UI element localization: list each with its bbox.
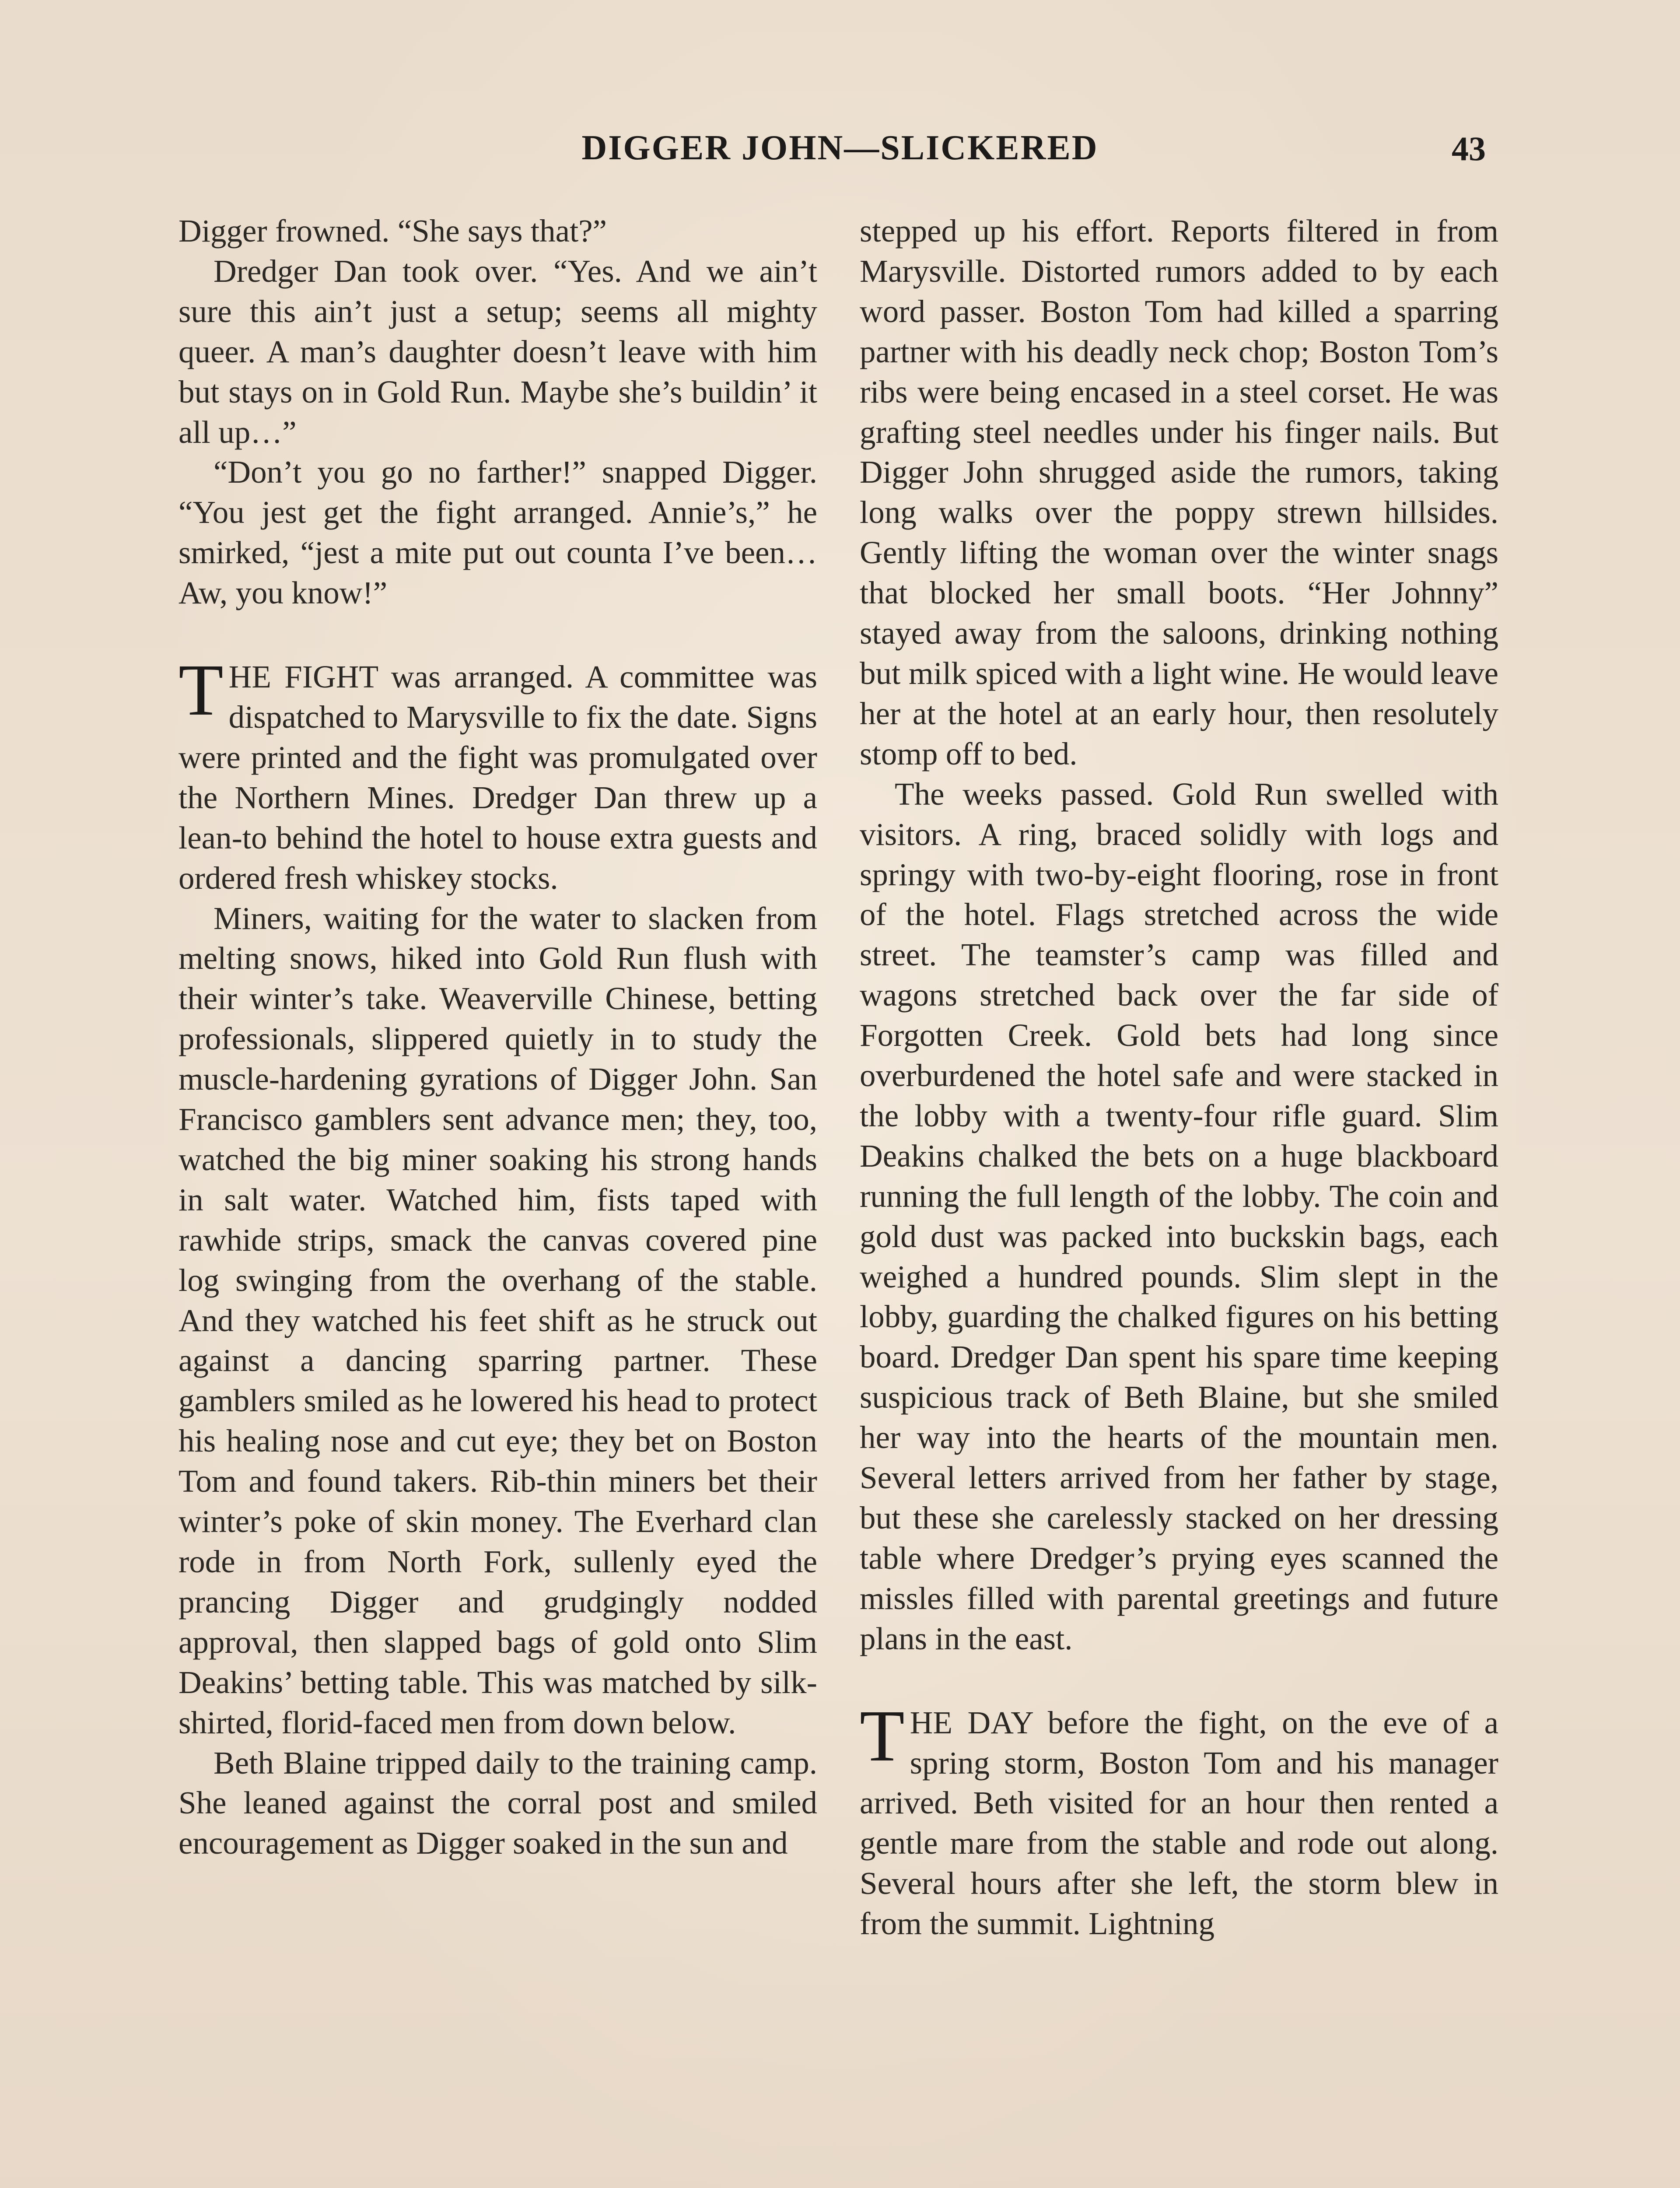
section-break	[860, 1659, 1498, 1703]
page-number: 43	[1452, 130, 1486, 168]
paragraph: The weeks passed. Gold Run swelled with visitors. A ring, braced solidly with logs and springy with two-by-eight flooring, rose in front of the hotel. Flags stretched across the wide street. The teamster’s camp was filled and wagons stretched back over the far side of Forgotten Creek. Gold bets had long since overburdened the hotel safe and were stacked in the lobby with a twenty-four rifle guard. Slim Deakins chalked the bets on a huge blackboard running the full length of the lobby. The coin and gold dust was packed into buckskin bags, each weighed a hundred pounds. Slim slept in the lobby, guarding the chalked figures on his betting board. Dredger Dan spent his spare time keeping suspicious track of Beth Blaine, but she smiled her way into the hearts of the mountain men. Several letters arrived from her father by stage, but these she carelessly stacked on her dressing table where Dredger’s prying eyes scanned the missles filled with parental greetings and future plans in the east.	[860, 776, 1498, 1656]
drop-cap: T	[860, 1695, 905, 1777]
paragraph: Miners, waiting for the water to slacken from melting snows, hiked into Gold Run flush with their winter’s take. Weaverville Chinese, betting professionals, slippered quietly in to study the muscle-hardening gyrations of Digger John. San Francisco gamblers sent advance men; they, too, watched the big miner soaking his strong hands in salt water. Watched him, fists taped with rawhide strips, smack the canvas covered pine log swinging from the overhang of the stable. And they watched his feet shift as he struck out against a dancing sparring partner. These gamblers smiled as he lowered his head to protect his healing nose and cut eye; they bet on Boston Tom and found takers. Rib-thin miners bet their winter’s poke of skin money. The Everhard clan rode in from North Fork, sullenly eyed the prancing Digger and grudgingly nodded approval, then slapped bags of gold onto Slim Deakins’ betting table. This was matched by silk-shirted, florid-faced men from down below.	[178, 900, 817, 1740]
paragraph: stepped up his effort. Reports filtered in from Marysville. Distorted rumors added to by each word passer. Boston Tom had killed a sparring partner with his deadly neck chop; Boston Tom’s ribs were being encased in a steel corset. He was grafting steel needles under his finger nails. But Digger John shrugged aside the rumors, taking long walks over the poppy strewn hillsides. Gently lifting the woman over the winter snags that blocked her small boots. “Her Johnny” stayed away from the saloons, drinking nothing but milk spiced with a light wine. He would leave her at the hotel at an early hour, then resolutely stomp off to bed.	[860, 213, 1498, 771]
paragraph-text: HE DAY before the fight, on the eve of a spring storm, Boston Tom and his manager arrived. Beth visited for an hour then rented a gentle mare from the stable and rode out along. Several hours after she left, the storm blew in from the summit. Lightning	[860, 1704, 1498, 1942]
drop-cap: T	[178, 649, 224, 731]
right-text-column	[860, 211, 1498, 1944]
paragraph-text: HE FIGHT was arranged. A committee was dispatched to Marysville to fix the date. Signs were printed and the fight was promulgated over the Northern Mines. Dredger Dan threw up a lean-to behind the hotel to house extra guests and ordered fresh whiskey stocks.	[178, 659, 817, 896]
running-header-title: DIGGER JOHN—SLICKERED	[581, 129, 1099, 167]
section-opening-paragraph	[178, 649, 817, 898]
paragraph: Digger frowned. “She says that?”	[178, 213, 607, 249]
section-break	[178, 613, 817, 657]
section-opening-paragraph	[860, 1695, 1498, 1944]
paragraph: Dredger Dan took over. “Yes. And we ain’t sure this ain’t just a setup; seems all mighty queer. A man’s daughter doesn’t leave with him but stays on in Gold Run. Maybe she’s buildin’ it all up…”	[178, 253, 817, 450]
paragraph: Beth Blaine tripped daily to the training camp. She leaned against the corral post and smiled encouragement as Digger soaked in the sun and	[178, 1745, 817, 1861]
paragraph: “Don’t you go no farther!” snapped Digger. “You jest get the fight arranged. Annie’s,” he smirked, “jest a mite put out counta I’ve been… Aw, you know!”	[178, 454, 817, 611]
left-text-column	[178, 211, 817, 1863]
